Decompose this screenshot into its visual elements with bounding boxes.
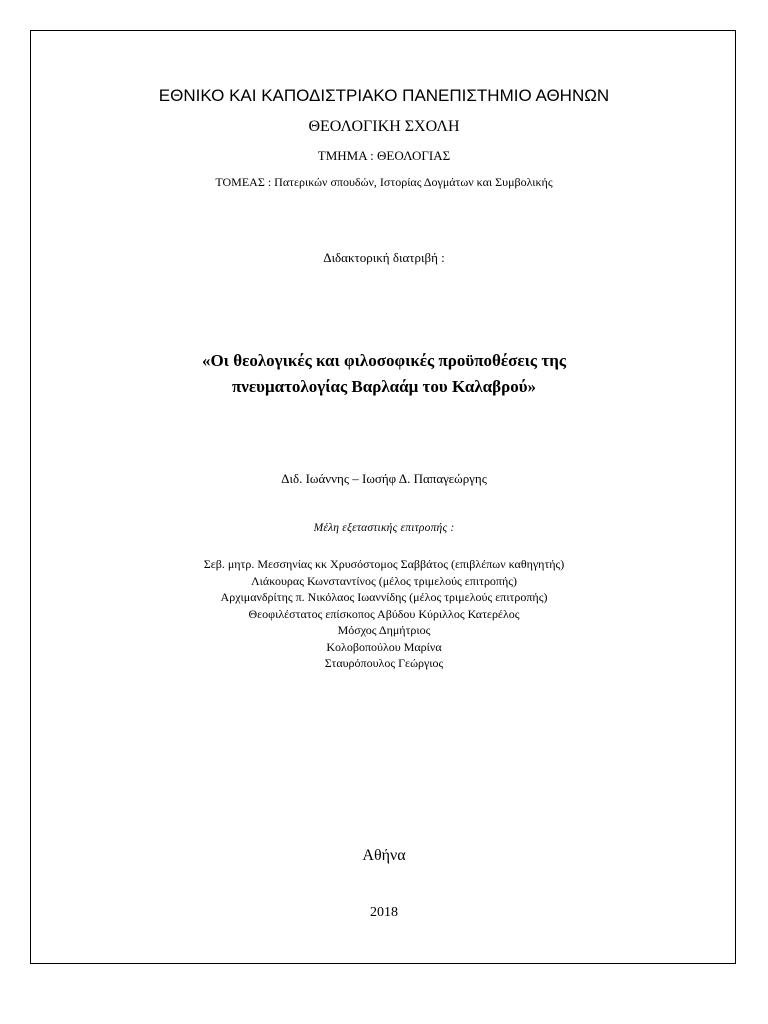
thesis-label: Διδακτορική διατριβή : — [323, 250, 445, 265]
committee-member: Σεβ. μητρ. Μεσσηνίας κκ Χρυσόστομος Σαββάτος (επιβλέπων καθηγητής) — [203, 557, 565, 571]
city: Αθήνα — [362, 847, 406, 864]
committee-member: Μόσχος Δημήτριος — [337, 623, 431, 637]
committee-member: Αρχιμανδρίτης π. Νικόλαος Ιωαννίδης (μέλος τριμελούς επιτροπής) — [220, 590, 548, 604]
committee-heading: Μέλη εξεταστικής επιτροπής : — [313, 522, 455, 534]
committee-list — [0, 556, 768, 672]
committee-member: Θεοφιλέστατος επίσκοπος Αβύδου Κύριλλος Κατερέλος — [248, 606, 520, 621]
thesis-title-line-2: πνευματολογίας Βαρλαάμ του Καλαβρού» — [231, 377, 537, 396]
page-border — [30, 30, 736, 964]
thesis-title-line-1: «Οι θεολογικές και φιλοσοφικές προϋποθέσεις της — [201, 351, 567, 370]
committee-member: Κολοβοπούλου Μαρίνα — [326, 639, 442, 654]
committee-member: Λιάκουρας Κωνσταντίνος (μέλος τριμελούς επιτροπής) — [250, 573, 518, 588]
university-name: ΕΘΝΙΚΟ ΚΑΙ ΚΑΠΟΔΙΣΤΡΙΑΚΟ ΠΑΝΕΠΙΣΤΗΜΙΟ ΑΘΗΝΩΝ — [158, 86, 610, 105]
school-name: ΘΕΟΛΟΓΙΚΗ ΣΧΟΛΗ — [308, 118, 460, 135]
author-name: Διδ. Ιωάννης – Ιωσήφ Δ. Παπαγεώργης — [281, 471, 487, 486]
department-name: ΤΜΗΜΑ : ΘΕΟΛΟΓΙΑΣ — [317, 148, 451, 163]
committee-member: Σταυρόπουλος Γεώργιος — [324, 656, 444, 670]
sector-name: ΤΟΜΕΑΣ : Πατερικών σπουδών, Ιστορίας Δογμάτων και Συμβολικής — [215, 175, 553, 189]
year: 2018 — [370, 905, 398, 920]
